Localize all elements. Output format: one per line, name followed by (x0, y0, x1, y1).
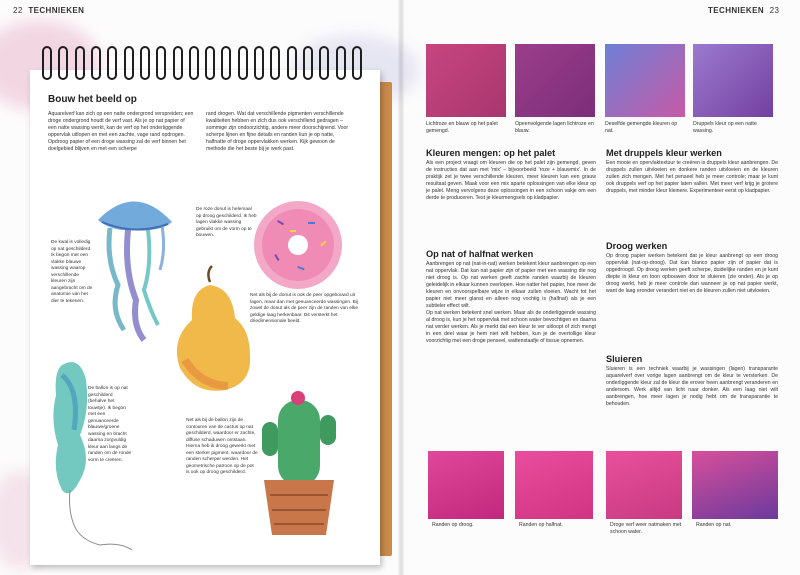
swatch-rewet (606, 451, 682, 519)
section-text-droog: Op droog papier werken betekent dat je kleur aanbrengt op een droog oppervlak (nat-op-droog). Dat kan blanco papier zijn of papier dat is opgedroogd. Op droog werken geeft scherpe, duidelijke randen en je kunt diepte in kleur en toon opbouwen door te sluieren (zie onder). Als je op droog werkt, heb je meer controle dan wanneer je op nat papier werkt, want de laag eronder verandert niet en de kleuren zullen niet uitvloeien. (606, 253, 778, 294)
section-title-sluieren: Sluieren (606, 354, 643, 364)
swatch-drops (693, 44, 773, 117)
book-gutter (398, 0, 404, 575)
note-balloon: De ballon is op nat geschilderd (behalve het touwtje). Ik begon met een genuanceerde blauwe/groene wassing en bracht daarna zorgvuldig kleur aan langs de randen om de ronde vorm te creëren. (88, 386, 132, 463)
section-text-sluieren: Sluieren is een techniek waarbij je wassingen (lagen) transparante aquarelverf over vorige lagen aanbrengt om de kleur te versterken. De onderliggende kleur zal de kleur die erover heen aanbrengt veranderen en andersom. Werk altijd van licht naar donker. Als een laag niet wilt aanbrengen, hoe meer lagen je nodig hebt om de transparantie te behouden. (606, 366, 778, 407)
bottom-caption-2: Randen op halfnat. (519, 522, 563, 528)
left-page-number: 22 (13, 6, 23, 15)
note-pear: Net als bij de donut is ook de peer opgebouwd uit lagen, maar dan met genuanceerde wassingen. Bij zowel de donut als de peer zijn de randen van elke geldige laag herkenbaar. Dit versterkt het driedimensionale beeld. (250, 293, 359, 324)
intro-text-col1: Aquarelverf kan zich op een natte ondergrond verspreiden; een droge ondergrond houdt de verf vast. Als je op nat papier of een natte wassing werkt, kan de verf op het onderliggende oppervlak uitlopen en met een zachte, vage rand opdrogen. Opdroog papier of een droge wassing zal de verf binnen het doelgebied blijven en met een scherpe (48, 111, 194, 152)
note-cactus: Net als bij de ballon zijn de contouren van de cactus op nat geschilderd, waardoor er zachte, diffuse schaduwen ontstaan. Hierna heb ik droog gewerkt met een sterker pigment, waardoor de randen scherper werden. Het geometrische patroon op de pot is ook op droog geschilderd. (186, 418, 258, 475)
bottom-caption-3: Droge verf weer natmaken met schoon water. (610, 522, 682, 535)
note-donut: De roze donut is helemaal op droog geschilderd. Ik heb lagen vlakke wassing gebruikt om de vorm op te bouwen. (196, 207, 257, 238)
section-title-mengen: Kleuren mengen: op het palet (426, 148, 556, 158)
right-section-label: TECHNIEKEN (708, 6, 765, 15)
spiral-binding (42, 46, 362, 86)
left-section-label: TECHNIEKEN (28, 6, 85, 15)
section-title-droog: Droog werken (606, 241, 668, 251)
swatch-edges-wet (692, 451, 778, 519)
swatch-caption-1: Lichtroze en blauw op het palet gemengd. (426, 121, 498, 134)
left-running-head (10, 6, 84, 15)
swatch-edges-halfwet (515, 451, 593, 519)
swatch-layers (515, 44, 595, 117)
right-page-number: 23 (769, 6, 780, 15)
cactus-illustration (262, 391, 336, 535)
swatch-caption-3: Deselfde gemengde kleuren op nat. (605, 121, 678, 134)
pear-illustration (177, 266, 250, 391)
jellyfish-illustration (98, 201, 172, 340)
swatch-palette-mix (426, 44, 506, 117)
swatch-wet-mix (605, 44, 685, 117)
note-jellyfish: De kwal is volledig op nat geschilderd. Ik begon met een vlakke blauwe wassing waarop verschillende kleuren zijn aangebracht om de anatomie van het dier te tekenen. (51, 240, 93, 304)
donut-illustration (254, 201, 342, 289)
swatch-caption-2: Opeenvolgende lagen lichtroze en blauw. (515, 121, 594, 134)
bottom-caption-4: Randen op nat. (696, 522, 732, 528)
swatch-edges-dry (428, 451, 504, 519)
section-text-druppels: Een mooie en opervlaktextuur te creëren is druppels kleur aanbrengen. De druppels zullen uitvloeien en donkere randen uitvloeien en de kleuren zullen zich mengen. Met het penseel heb je meer controle; maar je kunt ook druppels verf op het papier laten vallen. Met meer verf krijg je grotere druppels, met minder kleur kleinere. Experimenteer eerst op kladpapier. (606, 160, 778, 194)
notebook-title: Bouw het beeld op (48, 94, 137, 105)
section-title-nat: Op nat of halfnat werken (426, 249, 534, 259)
section-title-druppels: Met druppels kleur werken (606, 148, 722, 158)
intro-text-col2: rand drogen. Wat dat verschillende pigmenten verschillende kwaliteiten hebben en zich dus ook verschillend gedragen – sommige zijn ondoorzichtig, andere meer doorschijnend. Voor scherpe lijnen en fijne details en randen kun je op natte, halfnatte of droge oppervlakken werken. Kijk gewoon de methode die het beste bij je werk past. (206, 111, 349, 152)
right-running-head (708, 6, 782, 15)
swatch-caption-4: Druppels kleur op een natte wassing. (693, 121, 757, 134)
bottom-caption-1: Randen op droog. (432, 522, 474, 528)
section-text-nat: Aanbrengen op nat (nat-in-nat) werken betekent kleur aanbrengen op een nat oppervlak. Dat kan nat papier zijn of papier met een wassing die nog niet droog is. Op nat werken geeft zachte randen waarbij de kleuren geleidelijk in elkaar kunnen overlopen. Hoe natter het papier, hoe meer de kleuren en onvoorspelbare wijze in elkaar zullen vloeien. Wacht tot het papier niet meer glanst en alleen nog vochtig is (halfnat) als je een subtieler effect wilt. Op nat werken betekent snel werken. Maar als de onderliggende wassing al droog is, kun je het oppervlak met schoon water bevochtigen en daarna nat verder werken. Als je merkt dat een kleur te ver uitloopt of zich mengt in een deel waar je hem niet wilt hebben, kun je de overtollige kleur voorzichtig met een droge penseel, wattenstaafje of tissue opnemen. (426, 261, 596, 344)
section-text-mengen: Als een project vraagt om kleuren die op het palet zijn gemengd, geven de instructies dat aan met 'mix' – bijvoorbeeld 'roze + blauwmix'. In de praktijk zet je twee verschillende kleuren, meer kleuren kan een grauw resultaat geven. Maak voor een mix aparte oplossingen van elke kleur op je palet. Meng vervolgens deze oplossingen in een schoon vakje om een derde te produceren. Test je kleurmengsels op kladpapier. (426, 160, 596, 201)
